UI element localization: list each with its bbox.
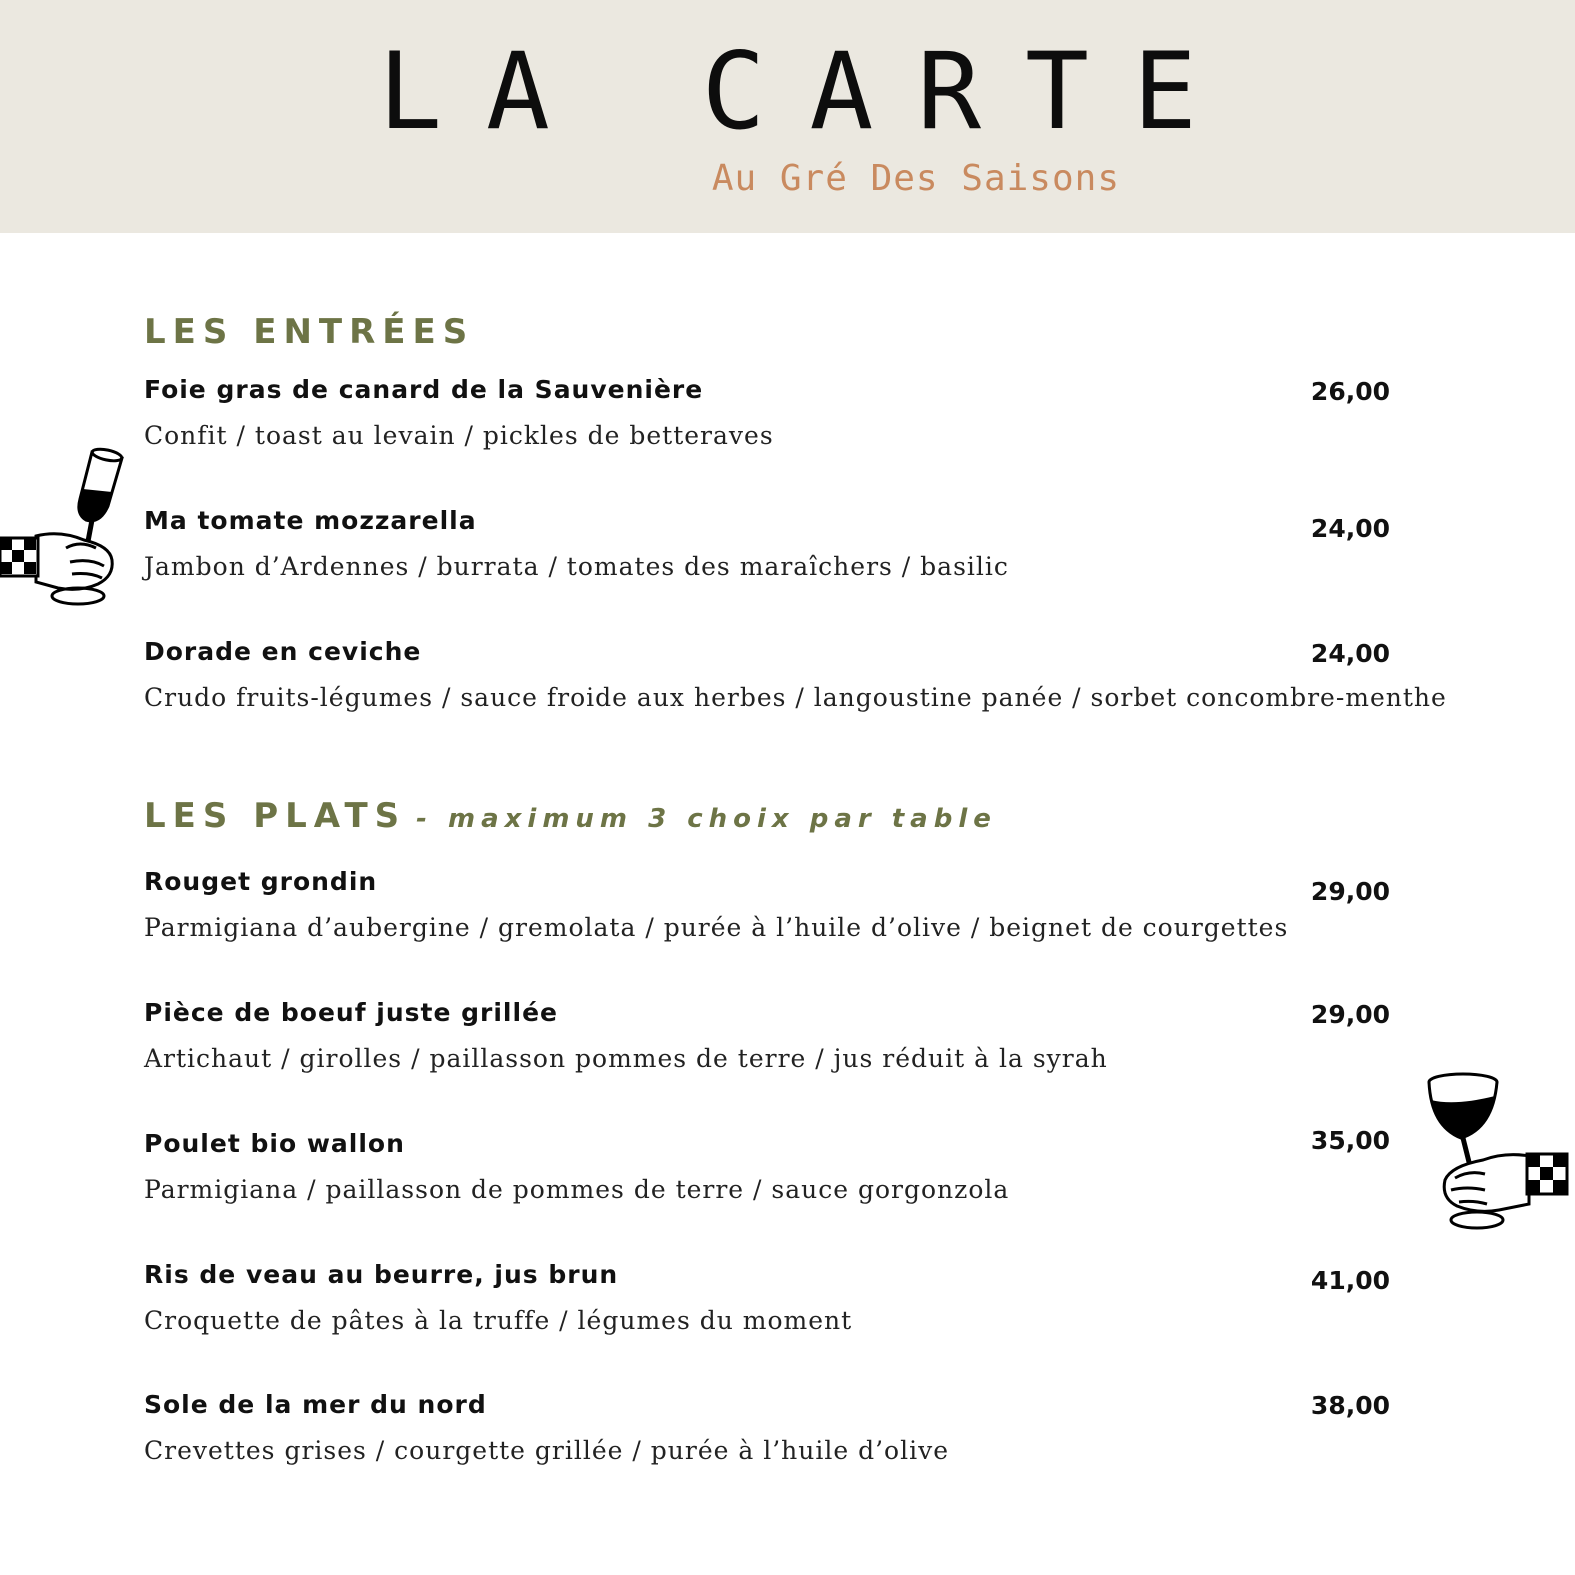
dish-price: 29,00 xyxy=(1310,877,1390,906)
dish-description: Crudo fruits-légumes / sauce froide aux herbes / langoustine panée / sorbet concombre-menthe xyxy=(144,683,1447,712)
dish-price: 24,00 xyxy=(1310,639,1390,668)
dish-description: Artichaut / girolles / paillasson pommes de terre / jus réduit à la syrah xyxy=(144,1044,1108,1073)
dish-name: Sole de la mer du nord xyxy=(144,1390,487,1419)
dish-description: Confit / toast au levain / pickles de betteraves xyxy=(144,421,774,450)
dish-price: 38,00 xyxy=(1310,1391,1390,1420)
dish-name: Ris de veau au beurre, jus brun xyxy=(144,1260,619,1289)
section-heading-label: LES PLATS xyxy=(144,796,407,836)
page-title: LA CARTE xyxy=(378,30,1241,153)
dish-price: 41,00 xyxy=(1310,1266,1390,1295)
section-heading-label: LES ENTRÉES xyxy=(144,312,475,352)
dish-description: Croquette de pâtes à la truffe / légumes du moment xyxy=(144,1306,853,1335)
dish-name: Dorade en ceviche xyxy=(144,637,422,666)
dish-description: Crevettes grises / courgette grillée / purée à l’huile d’olive xyxy=(144,1436,949,1465)
dish-description: Jambon d’Ardennes / burrata / tomates des maraîchers / basilic xyxy=(144,552,1009,581)
dish-name: Poulet bio wallon xyxy=(144,1129,405,1158)
dish-price: 24,00 xyxy=(1310,514,1390,543)
section-note: - maximum 3 choix par table xyxy=(416,804,997,834)
dish-price: 29,00 xyxy=(1310,1000,1390,1029)
section-heading-plats xyxy=(144,796,997,839)
dish-name: Foie gras de canard de la Sauvenière xyxy=(144,375,704,404)
dish-description: Parmigiana / paillasson de pommes de terre / sauce gorgonzola xyxy=(144,1175,1010,1204)
dish-name: Pièce de boeuf juste grillée xyxy=(144,998,558,1027)
page-subtitle: Au Gré Des Saisons xyxy=(711,158,1120,199)
hand-holding-wine-glass-icon xyxy=(1425,1070,1570,1235)
hand-holding-wine-glass-icon xyxy=(0,444,130,609)
dish-name: Rouget grondin xyxy=(144,867,378,896)
section-heading-entrees xyxy=(144,312,474,352)
dish-description: Parmigiana d’aubergine / gremolata / purée à l’huile d’olive / beignet de courgettes xyxy=(144,913,1289,942)
dish-price: 26,00 xyxy=(1310,377,1390,406)
dish-price: 35,00 xyxy=(1310,1126,1390,1155)
dish-name: Ma tomate mozzarella xyxy=(144,506,477,535)
